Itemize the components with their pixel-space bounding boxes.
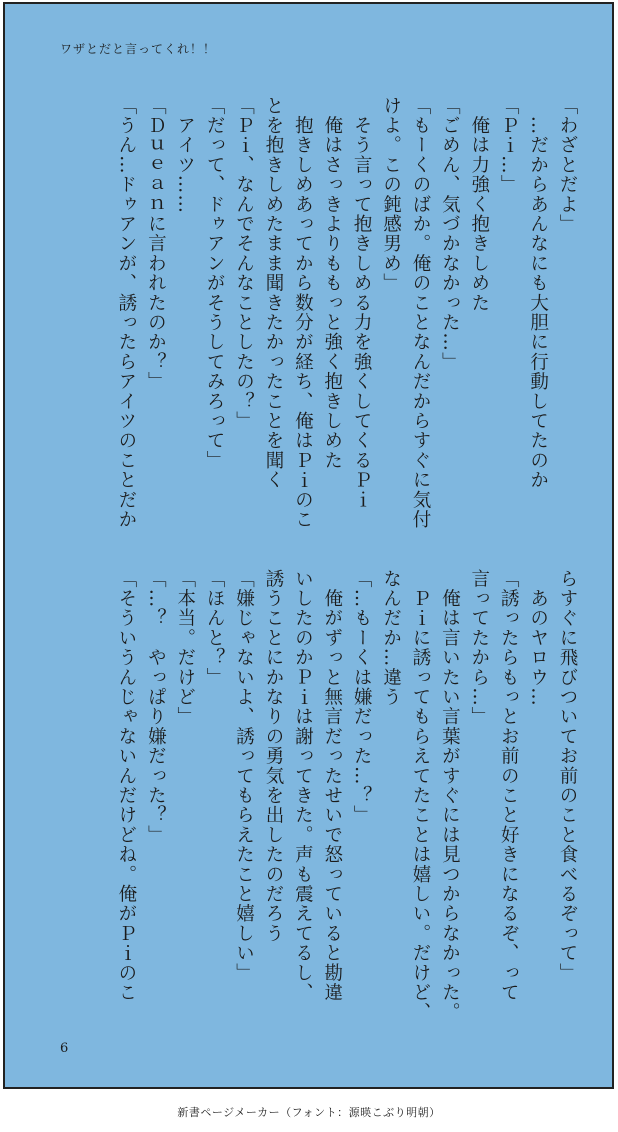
book-page bbox=[3, 2, 614, 1089]
text-column-block-top: 「わざとだよ」 …だからあんなにも大胆に行動してたのか 「Ｐｉ…」 俺は力強く抱きしめた 「ごめん、気づかなかった…」 「もーくのばか。俺のことなんだからすぐに気付 けよ。この鈍感男め」 そう言って抱きしめる力を強くしてくるＰｉ 俺はさっきよりももっと強く抱きしめた 抱きしめあってから数分が経ち、俺はＰｉのこ とを抱きしめたまま聞きたかったことを聞く 「Ｐｉ、なんでそんなことしたの？」 「だって、ドゥアンがそうしてみろって」 アイツ…… 「Ｄｕｅａｎに言われたのか？」 「うん…ドゥアンが、誘ったらアイツのことだか bbox=[115, 96, 578, 530]
text-column-block-bottom: らすぐに飛びついてお前のこと食べるぞって」 あのヤロウ… 「誘ったらもっとお前のこと好きになるぞ、って 言ってたから…」 俺は言いたい言葉がすぐには見つからなかった。 Ｐｉに誘ってもらえてたことは嬉しい。だけど、 なんだか…違う 「…もーくは嫌だった…？」 俺がずっと無言だったせいで怒っていると勘違 いしたのかＰｉは謝ってきた。声も震えてるし、 誘うことにかなりの勇気を出したのだろう 「嫌じゃないよ、誘ってもらえたこと嬉しい」 「ほんと？」 「本当。だけど」 「…？ やっぱり嫌だった？」 「そういうんじゃないんだけどね。俺がＰｉのこ bbox=[115, 569, 578, 1023]
footer-credit: 新書ページメーカー（フォント：源暎こぶり明朝） bbox=[177, 1106, 441, 1119]
page-header: ワザとだと言ってくれ！！ bbox=[60, 42, 217, 56]
page-number: 6 bbox=[60, 1041, 69, 1056]
